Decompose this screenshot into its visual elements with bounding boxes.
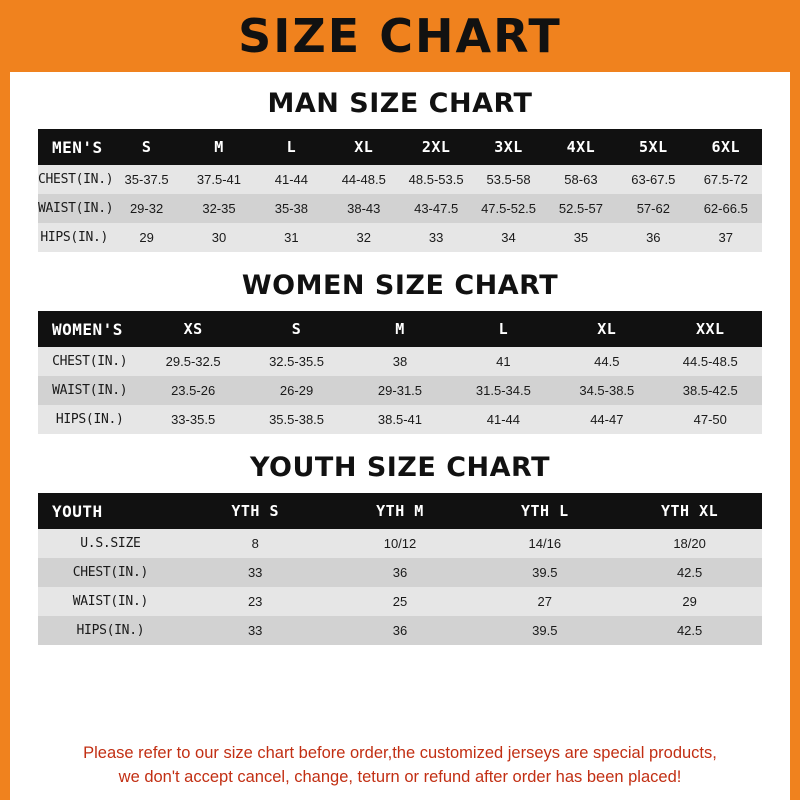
cell: 38-43: [347, 201, 381, 216]
section-women: [10, 270, 790, 434]
table-women-col-5: XXL: [695, 320, 725, 338]
footer-disclaimer: [10, 742, 790, 800]
table-header-row: [38, 311, 762, 347]
table-row: [38, 529, 762, 558]
table-row: [38, 165, 762, 194]
cell: 32.5-35.5: [269, 354, 325, 369]
cell: 35: [573, 230, 589, 245]
table-row: [38, 194, 762, 223]
section-title-man: MAN SIZE CHART: [267, 88, 533, 119]
cell: 29.5-32.5: [165, 354, 221, 369]
cell: 33: [247, 623, 263, 638]
cell: 33: [428, 230, 444, 245]
row-label: HIPS(IN.): [76, 623, 145, 638]
cell: 34: [501, 230, 516, 245]
section-title-women: WOMEN SIZE CHART: [241, 270, 559, 301]
table-man-col-6: 4XL: [566, 138, 596, 156]
table-man-header: [38, 129, 762, 165]
section-title-youth: YOUTH SIZE CHART: [249, 452, 551, 483]
table-row: [38, 405, 762, 434]
cell: 29-32: [129, 201, 164, 216]
cell: 44-48.5: [341, 172, 386, 187]
cell: 8: [251, 536, 259, 551]
cell: 57-62: [636, 201, 670, 216]
table-man-col-4: 2XL: [421, 138, 451, 156]
cell: 29-31.5: [377, 383, 423, 398]
cell: 53.5-58: [486, 172, 531, 187]
row-label: WAIST(IN.): [52, 383, 128, 398]
table-man-col-7: 5XL: [639, 138, 668, 156]
cell: 10/12: [383, 536, 417, 551]
table-row: [38, 376, 762, 405]
cell: 34.5-38.5: [579, 383, 635, 398]
row-label: WAIST(IN.): [72, 594, 149, 609]
table-man-col-8: 6XL: [711, 138, 741, 156]
table-row: [38, 558, 762, 587]
cell: 26-29: [279, 383, 314, 398]
section-youth: [10, 452, 790, 645]
cell: 33-35.5: [171, 412, 216, 427]
cell: 14/16: [528, 536, 562, 551]
table-youth-header: [38, 493, 762, 529]
row-label: CHEST(IN.): [38, 172, 114, 187]
cell: 18/20: [673, 536, 706, 551]
header-banner: [0, 0, 800, 72]
cell: 32-35: [202, 201, 236, 216]
table-youth-col-1: YTH M: [376, 502, 424, 520]
cell: 35-38: [274, 201, 308, 216]
cell: 38: [392, 354, 408, 369]
cell: 35-37.5: [124, 172, 169, 187]
row-label: WAIST(IN.): [38, 201, 114, 216]
table-row: [38, 347, 762, 376]
cell: 41: [496, 354, 511, 369]
cell: 43-47.5: [414, 201, 459, 216]
table-man-sizes: [38, 129, 762, 252]
cell: 39.5: [532, 623, 558, 638]
table-women-col-1: S: [291, 320, 302, 338]
cell: 37.5-41: [196, 172, 242, 187]
table-row: [38, 223, 762, 252]
cell: 32: [356, 230, 371, 245]
table-man-col-3: XL: [354, 138, 374, 156]
cell: 35.5-38.5: [269, 412, 325, 427]
cell: 47-50: [693, 412, 727, 427]
cell: 47.5-52.5: [481, 201, 536, 216]
cell: 23: [247, 594, 263, 609]
table-man-col-0: S: [141, 138, 152, 156]
cell: 67.5-72: [703, 172, 748, 187]
table-women-sizes: [38, 311, 762, 434]
row-label: U.S.SIZE: [80, 536, 141, 551]
table-man-col-5: 3XL: [494, 138, 523, 156]
table-man-col-2: L: [286, 138, 297, 156]
table-man-corner-label: MEN'S: [52, 137, 103, 157]
cell: 44.5: [594, 354, 620, 369]
cell: 30: [211, 230, 227, 245]
row-label: HIPS(IN.): [40, 230, 109, 245]
table-women-col-3: L: [498, 320, 509, 338]
cell: 41-44: [486, 412, 521, 427]
cell: 38.5-41: [377, 412, 423, 427]
cell: 42.5: [676, 565, 703, 580]
table-women-header: [38, 311, 762, 347]
table-header-row: [38, 493, 762, 529]
table-women-col-2: M: [395, 320, 405, 338]
cell: 36: [392, 623, 408, 638]
row-label: CHEST(IN.): [72, 565, 149, 580]
table-youth-col-3: YTH XL: [661, 502, 719, 520]
table-man-body: [38, 165, 762, 252]
table-header-row: [38, 129, 762, 165]
table-youth-col-2: YTH L: [520, 502, 569, 520]
row-label: CHEST(IN.): [52, 354, 128, 369]
footer-line-1: Please refer to our size chart before order,the customized jerseys are special products,: [83, 744, 717, 763]
cell: 62-66.5: [703, 201, 748, 216]
footer-line-2: we don't accept cancel, change, teturn or refund after order has been placed!: [118, 768, 682, 787]
cell: 44-47: [590, 412, 624, 427]
table-youth-col-0: YTH S: [231, 502, 280, 520]
cell: 39.5: [532, 565, 558, 580]
cell: 29: [682, 594, 697, 609]
table-youth-body: [38, 529, 762, 645]
cell: 27: [537, 594, 553, 609]
cell: 31: [284, 230, 299, 245]
cell: 42.5: [676, 623, 703, 638]
cell: 44.5-48.5: [682, 354, 738, 369]
cell: 31.5-34.5: [475, 383, 531, 398]
cell: 23.5-26: [171, 383, 216, 398]
section-man: [10, 88, 790, 252]
cell: 36: [392, 565, 408, 580]
table-women-body: [38, 347, 762, 434]
table-women-corner-label: WOMEN'S: [52, 319, 123, 339]
cell: 41-44: [274, 172, 308, 187]
cell: 48.5-53.5: [408, 172, 464, 187]
table-women-col-0: XS: [183, 320, 203, 338]
table-women-col-4: XL: [597, 320, 617, 338]
table-row: [38, 616, 762, 645]
cell: 25: [392, 594, 408, 609]
cell: 37: [718, 230, 733, 245]
page-title: SIZE CHART: [238, 9, 562, 63]
cell: 36: [646, 230, 661, 245]
row-label: HIPS(IN.): [55, 412, 124, 427]
cell: 63-67.5: [631, 172, 676, 187]
table-youth-sizes: [38, 493, 762, 645]
table-man-col-1: M: [214, 138, 224, 156]
cell: 38.5-42.5: [682, 383, 738, 398]
cell: 52.5-57: [558, 201, 603, 216]
cell: 33: [247, 565, 263, 580]
table-youth-corner-label: YOUTH: [52, 501, 103, 521]
table-row: [38, 587, 762, 616]
cell: 29: [139, 230, 154, 245]
cell: 58-63: [564, 172, 598, 187]
